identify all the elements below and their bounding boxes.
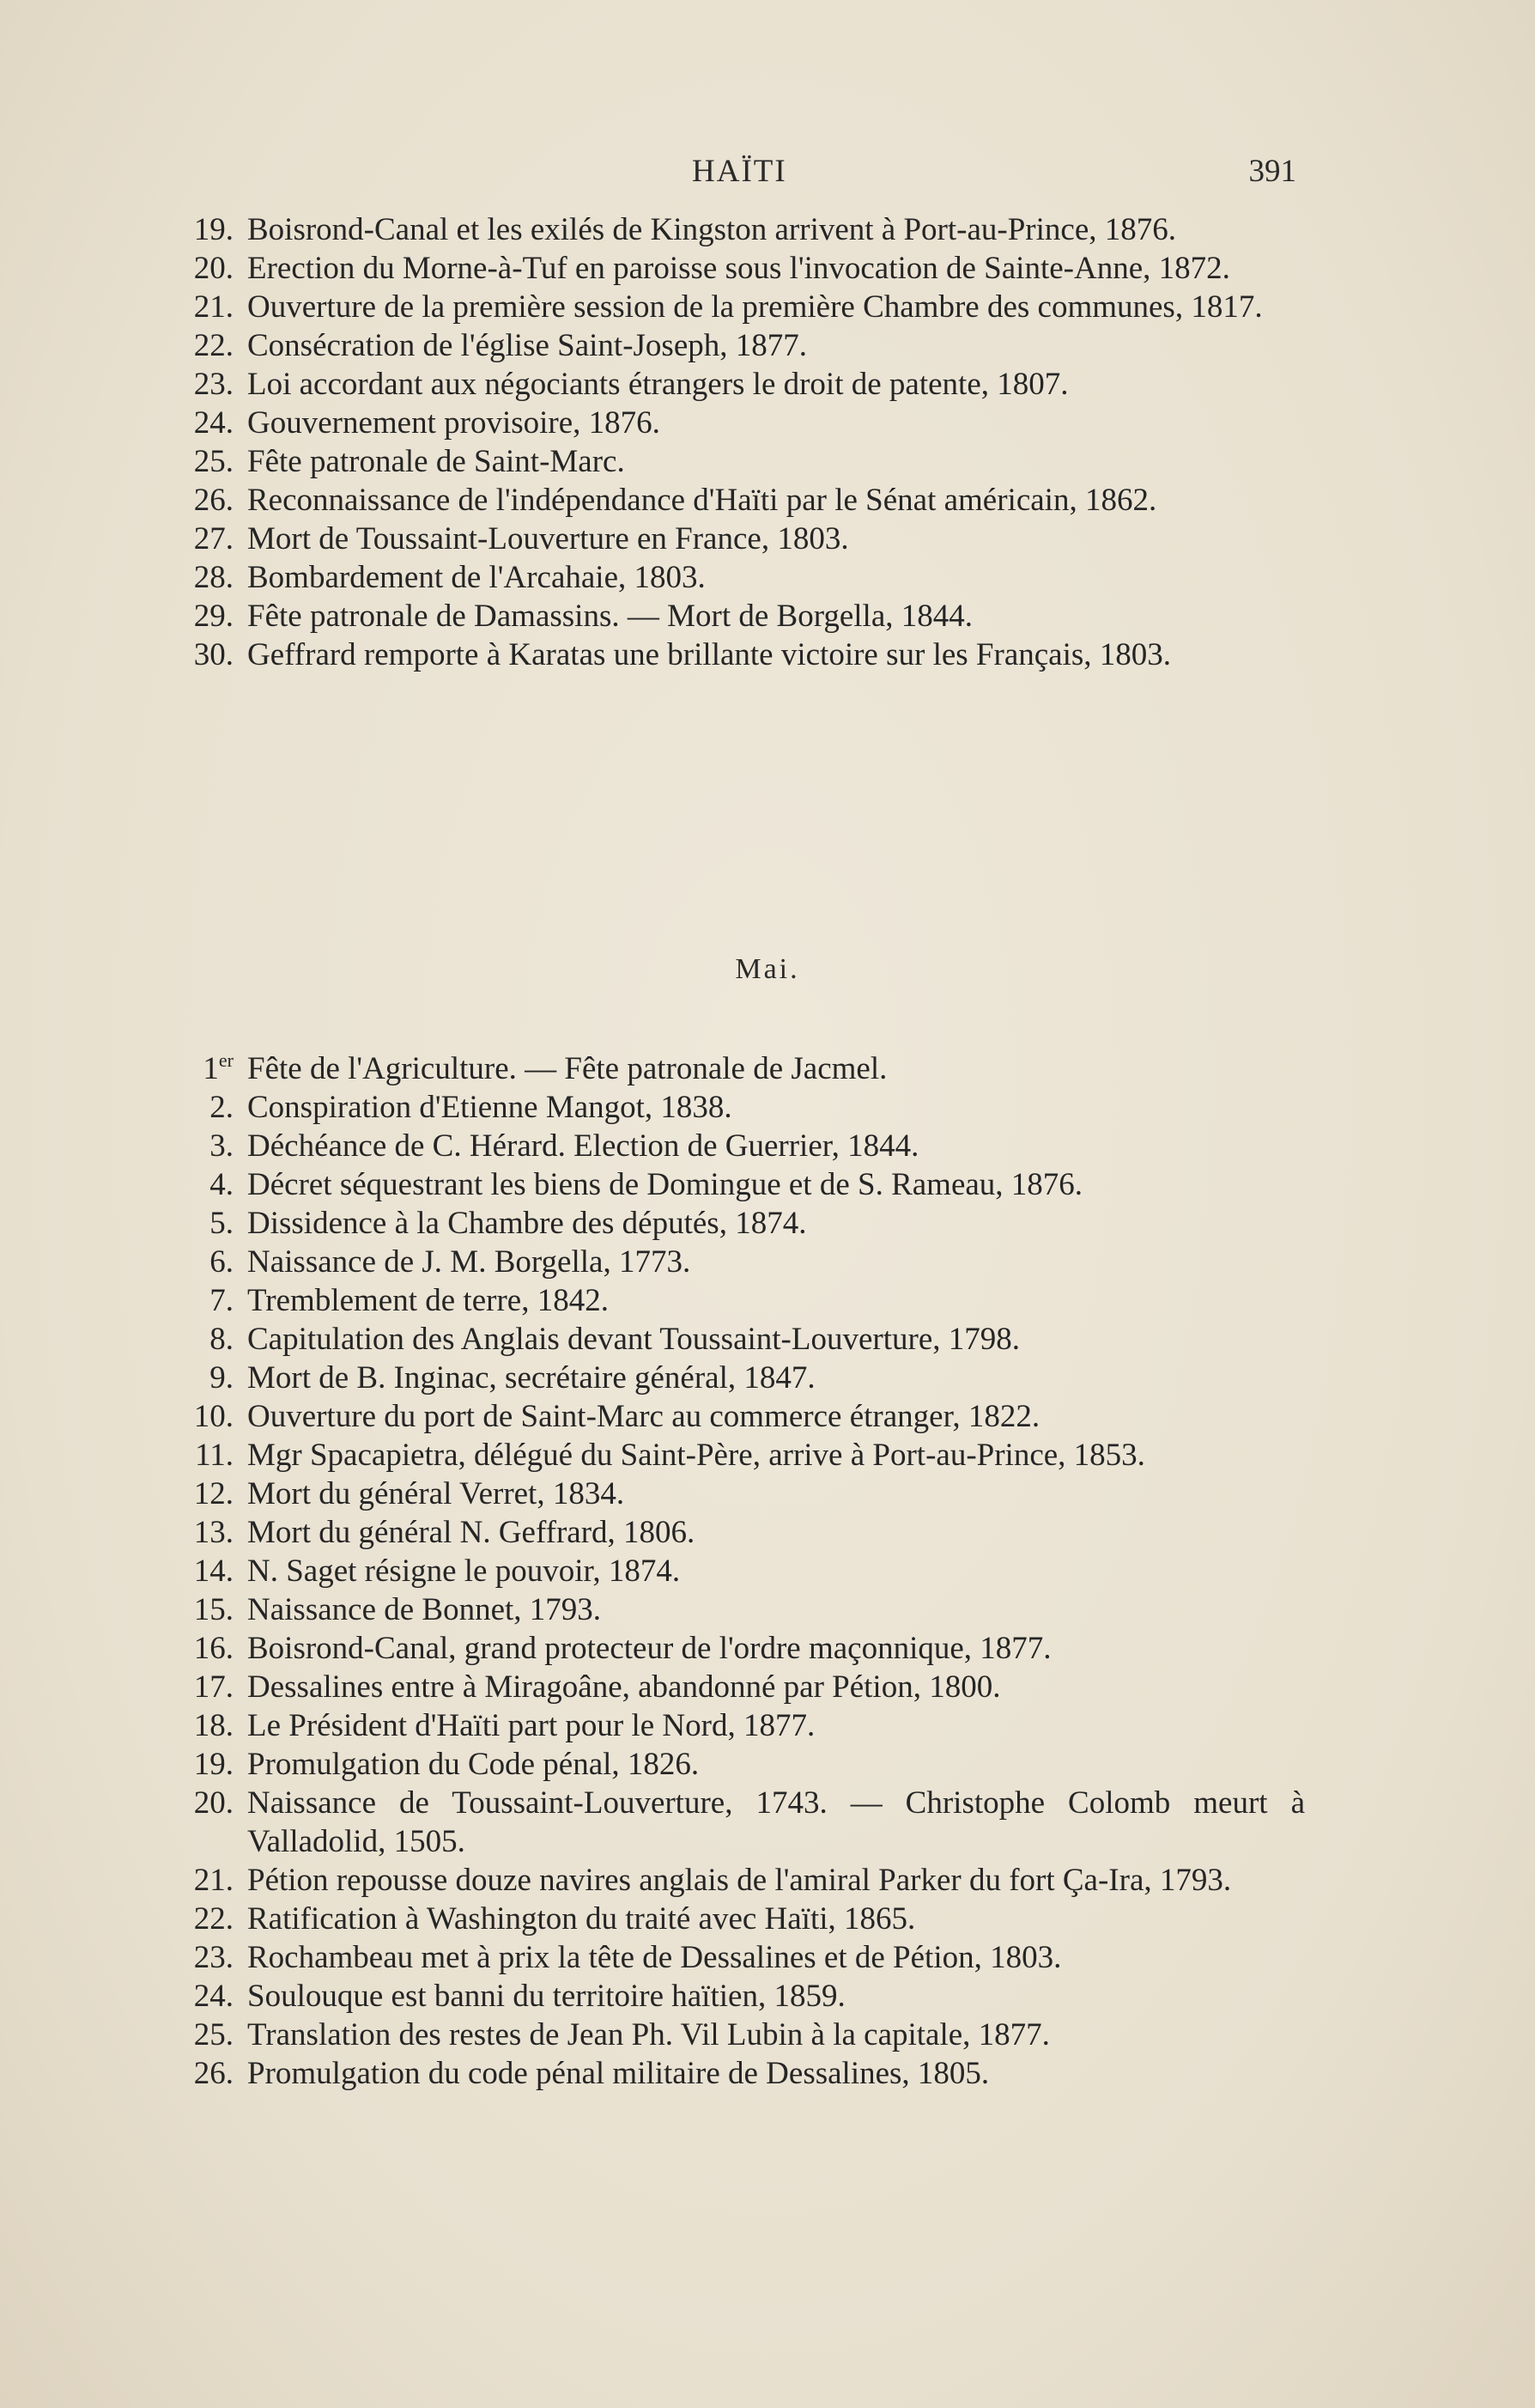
list-item — [155, 1706, 1305, 1745]
entry-text: Ouverture du port de Saint-Marc au commerce étranger, 1822. — [247, 1399, 1041, 1434]
entry-number: 10. — [193, 1399, 234, 1434]
entry-text: Tremblement de terre, 1842. — [247, 1283, 609, 1318]
list-item — [155, 1784, 1305, 1861]
entry-text: Boisrond-Canal et les exilés de Kingston arrivent à Port-au-Prince, 1876. — [247, 212, 1176, 247]
entry-text: Mort de Toussaint-Louverture en France, 1803. — [247, 521, 849, 556]
entry-number: 24. — [193, 1979, 234, 2014]
list-item — [155, 1861, 1305, 1900]
list-item — [155, 1359, 1305, 1397]
entry-text: Loi accordant aux négociants étrangers le droit de patente, 1807. — [247, 367, 1069, 402]
entry-text: N. Saget résigne le pouvoir, 1874. — [247, 1554, 681, 1589]
entry-text: Pétion repousse douze navires anglais de l'amiral Parker du fort Ça-Ira, 1793. — [247, 1863, 1232, 1898]
list-item — [155, 1668, 1305, 1706]
entry-number: 29. — [193, 599, 234, 634]
entry-number: 27. — [193, 521, 234, 556]
entry-text: Naissance de Toussaint-Louverture, 1743. — Christophe Colomb meurt à Valladolid, 1505. — [247, 1785, 1305, 1859]
page-number: 391 — [1248, 154, 1296, 189]
list-item — [155, 1629, 1305, 1668]
entry-text: Rochambeau met à prix la tête de Dessalines et de Pétion, 1803. — [247, 1940, 1062, 1975]
entry-number: 26. — [193, 483, 234, 518]
list-item — [155, 1745, 1305, 1784]
list-item — [155, 1977, 1305, 2016]
entry-text: Gouvernement provisoire, 1876. — [247, 405, 660, 441]
entry-text: Reconnaissance de l'indépendance d'Haïti par le Sénat américain, 1862. — [247, 483, 1157, 518]
entry-number: 19. — [193, 212, 234, 247]
list-item — [155, 1127, 1305, 1165]
entry-text: Conspiration d'Etienne Mangot, 1838. — [247, 1090, 732, 1125]
list-item — [155, 1552, 1305, 1590]
list-item — [155, 1165, 1305, 1204]
running-head: HAÏTI — [692, 154, 787, 189]
entry-text: Déchéance de C. Hérard. Election de Guerrier, 1844. — [247, 1128, 919, 1164]
page-header — [0, 153, 1535, 196]
entry-text: Naissance de Bonnet, 1793. — [247, 1592, 602, 1627]
entry-number: 24. — [193, 405, 234, 441]
entry-text: Capitulation des Anglais devant Toussaint-Louverture, 1798. — [247, 1322, 1020, 1357]
list-item — [155, 288, 1305, 326]
entry-text: Promulgation du code pénal militaire de Dessalines, 1805. — [247, 2056, 990, 2091]
list-item — [155, 365, 1305, 404]
list-item — [155, 1436, 1305, 1475]
entry-number: 21. — [193, 1863, 234, 1898]
list-item — [155, 1243, 1305, 1281]
entry-text: Ratification à Washington du traité avec Haïti, 1865. — [247, 1901, 916, 1937]
list-item — [155, 1281, 1305, 1320]
entry-number: 7. — [209, 1283, 234, 1318]
list-item — [155, 635, 1305, 674]
entry-number: 5. — [209, 1206, 234, 1241]
entry-text: Erection du Morne-à-Tuf en paroisse sous l'invocation de Sainte-Anne, 1872. — [247, 251, 1230, 286]
entry-text: Dessalines entre à Miragoâne, abandonné par Pétion, 1800. — [247, 1669, 1001, 1705]
list-item — [155, 404, 1305, 442]
entry-number: 17. — [193, 1669, 234, 1705]
entry-number: 25. — [193, 2017, 234, 2052]
entry-number: 30. — [193, 637, 234, 672]
entry-text: Le Président d'Haïti part pour le Nord, 1877. — [247, 1708, 816, 1743]
list-item — [155, 520, 1305, 558]
list-item — [155, 1397, 1305, 1436]
entry-number: 14. — [193, 1554, 234, 1589]
entry-number: 22. — [193, 328, 234, 363]
entry-number: 6. — [209, 1244, 234, 1280]
entry-text: Décret séquestrant les biens de Domingue et de S. Rameau, 1876. — [247, 1167, 1083, 1202]
entry-number: 20. — [193, 1785, 234, 1821]
list-item — [155, 442, 1305, 481]
entry-number: 21. — [193, 289, 234, 325]
entry-number: 2. — [209, 1090, 234, 1125]
entry-number: 28. — [193, 560, 234, 595]
entry-text: Naissance de J. M. Borgella, 1773. — [247, 1244, 691, 1280]
entry-text: Fête patronale de Saint-Marc. — [247, 444, 625, 479]
entry-text: Mort du général Verret, 1834. — [247, 1476, 625, 1511]
entry-text: Promulgation du Code pénal, 1826. — [247, 1747, 700, 1782]
entry-number: 3. — [209, 1128, 234, 1164]
entry-text: Fête patronale de Damassins. — Mort de Borgella, 1844. — [247, 599, 974, 634]
entry-number: 25. — [193, 444, 234, 479]
list-item — [155, 326, 1305, 365]
list-item — [155, 1900, 1305, 1938]
entry-number: 4. — [209, 1167, 234, 1202]
list-item — [155, 1049, 1305, 1088]
entry-number: 1er — [203, 1049, 234, 1086]
entry-text: Fête de l'Agriculture. — Fête patronale de Jacmel. — [247, 1051, 888, 1086]
list-item — [155, 2016, 1305, 2054]
entry-number: 12. — [193, 1476, 234, 1511]
list-item — [155, 249, 1305, 288]
entry-text: Translation des restes de Jean Ph. Vil Lubin à la capitale, 1877. — [247, 2017, 1050, 2052]
list-item — [155, 210, 1305, 249]
section-title-may: Mai. — [735, 953, 800, 985]
entry-number: 15. — [193, 1592, 234, 1627]
entry-text: Bombardement de l'Arcahaie, 1803. — [247, 560, 706, 595]
entry-number: 13. — [193, 1515, 234, 1550]
list-item — [155, 1590, 1305, 1629]
list-item — [155, 2054, 1305, 2093]
entry-text: Ouverture de la première session de la première Chambre des communes, 1817. — [247, 289, 1263, 325]
entry-text: Dissidence à la Chambre des députés, 1874. — [247, 1206, 807, 1241]
entry-number: 8. — [209, 1322, 234, 1357]
entry-text: Mort du général N. Geffrard, 1806. — [247, 1515, 695, 1550]
entry-number: 16. — [193, 1631, 234, 1666]
list-item — [155, 1475, 1305, 1513]
entry-text: Mgr Spacapietra, délégué du Saint-Père, arrive à Port-au-Prince, 1853. — [247, 1438, 1145, 1473]
list-item — [155, 1320, 1305, 1359]
entry-number: 23. — [193, 367, 234, 402]
list-item — [155, 1513, 1305, 1552]
entry-number: 18. — [193, 1708, 234, 1743]
list-item — [155, 558, 1305, 597]
entry-number: 9. — [209, 1360, 234, 1396]
list-item — [155, 597, 1305, 635]
list-item — [155, 1088, 1305, 1127]
april-entries-list — [155, 210, 1305, 674]
entry-text: Consécration de l'église Saint-Joseph, 1877. — [247, 328, 807, 363]
entry-number: 19. — [193, 1747, 234, 1782]
entry-text: Soulouque est banni du territoire haïtien, 1859. — [247, 1979, 846, 2014]
entry-text: Mort de B. Inginac, secrétaire général, 1847. — [247, 1360, 816, 1396]
list-item — [155, 481, 1305, 520]
entry-number: 22. — [193, 1901, 234, 1937]
list-item — [155, 1204, 1305, 1243]
entry-number: 11. — [195, 1438, 234, 1473]
entry-number: 23. — [193, 1940, 234, 1975]
entry-number: 20. — [193, 251, 234, 286]
entry-text: Geffrard remporte à Karatas une brillante victoire sur les Français, 1803. — [247, 637, 1172, 672]
entry-number: 26. — [193, 2056, 234, 2091]
may-entries-list — [155, 1049, 1305, 2093]
list-item — [155, 1938, 1305, 1977]
entry-text: Boisrond-Canal, grand protecteur de l'ordre maçonnique, 1877. — [247, 1631, 1052, 1666]
